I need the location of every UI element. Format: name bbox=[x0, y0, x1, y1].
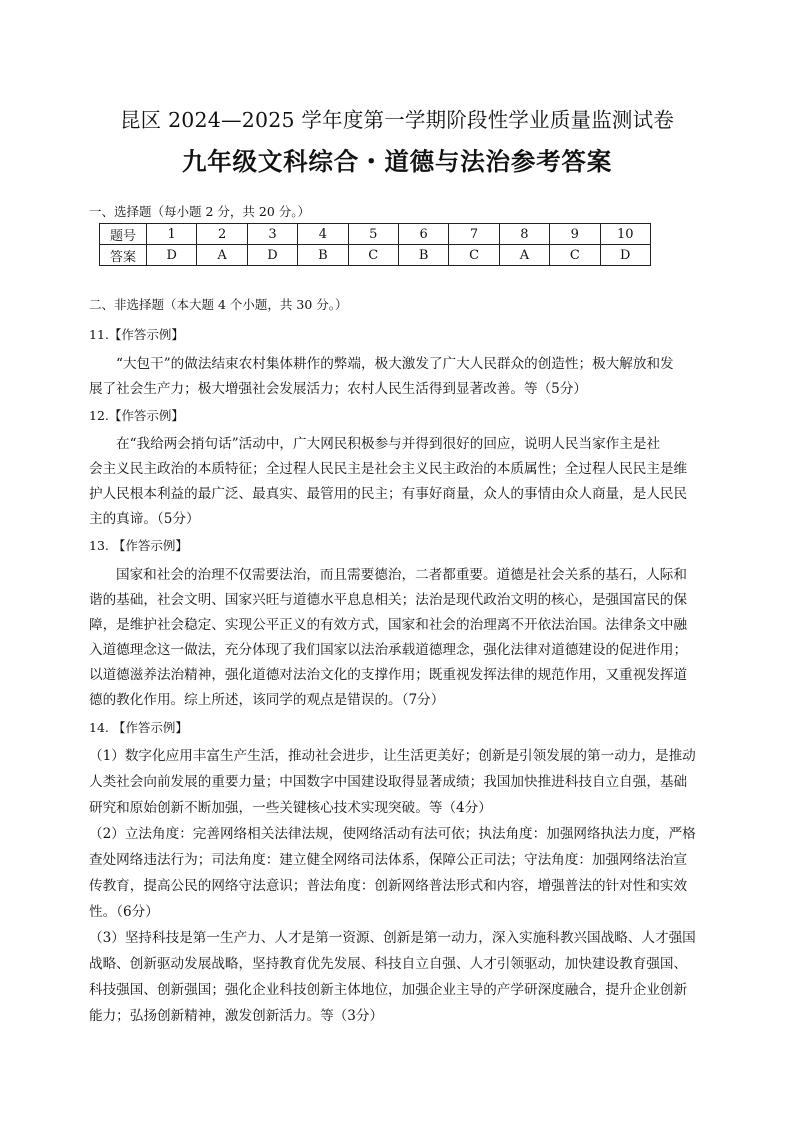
table-cell-number: 5 bbox=[348, 224, 398, 245]
q14-line: 人类社会向前发展的重要力量；中国数字中国建设取得显著成绩；我国加快推进科技自立自强，基础 bbox=[89, 774, 688, 790]
q12-line: 在“我给两会捎句话”活动中，广大网民积极参与并得到很好的回应，说明人民当家作主是社 bbox=[116, 436, 661, 452]
q14-line: 传教育，提高公民的网络守法意识；普法角度：创新网络普法形式和内容，增强普法的针对性和实效 bbox=[89, 878, 688, 894]
exam-title: 昆区 2024—2025 学年度第一学期阶段性学业质量监测试卷 bbox=[119, 108, 675, 132]
table-cell-number: 10 bbox=[600, 224, 650, 245]
table-cell-answer: C bbox=[348, 245, 398, 266]
q14-line: （3）坚持科技是第一生产力、人才是第一资源、创新是第一动力，深入实施科教兴国战略、人才强国 bbox=[89, 930, 696, 946]
q14-line: 性。（6分） bbox=[89, 904, 159, 920]
table-cell-number: 1 bbox=[147, 224, 197, 245]
table-cell-number: 4 bbox=[298, 224, 348, 245]
q12-label: 12.【作答示例】 bbox=[89, 408, 184, 423]
table-cell-answer: B bbox=[398, 245, 448, 266]
q14-line: 战略、创新驱动发展战略，坚持教育优先发展、科技自立自强、人才引领驱动，加快建设教育强国、 bbox=[89, 956, 688, 972]
table-cell-answer: D bbox=[600, 245, 650, 266]
table-cell-answer: D bbox=[247, 245, 297, 266]
table-cell-answer: C bbox=[550, 245, 600, 266]
q12-line: 护人民根本利益的最广泛、最真实、最管用的民主；有事好商量，众人的事情由众人商量，是人民民 bbox=[89, 486, 688, 502]
q13-line: 谐的基础，社会文明、国家兴旺与道德水平息息相关；法治是现代政治文明的核心，是强国富民的保 bbox=[89, 592, 688, 608]
q14-line: 查处网络违法行为；司法角度：建立健全网络司法体系，保障公正司法；守法角度：加强网络法治宣 bbox=[89, 852, 688, 868]
q13-line: 国家和社会的治理不仅需要法治，而且需要德治，二者都重要。道德是社会关系的基石，人际和 bbox=[116, 567, 687, 583]
q14-line: （2）立法角度：完善网络相关法律法规，使网络活动有法可依；执法角度：加强网络执法力度，严格 bbox=[89, 826, 696, 842]
q14-line: 能力；弘扬创新精神，激发创新活力。等（3分） bbox=[89, 1008, 384, 1024]
table-cell-number: 9 bbox=[550, 224, 600, 245]
table-cell-answer: A bbox=[197, 245, 247, 266]
answer-table bbox=[99, 223, 651, 266]
q12-line: 主的真谛。（5分） bbox=[89, 511, 200, 527]
q14-line: 科技强国、创新强国；强化企业科技创新主体地位，加强企业主导的产学研深度融合，提升企业创新 bbox=[89, 982, 688, 998]
table-cell-answer: A bbox=[499, 245, 549, 266]
q11-label: 11.【作答示例】 bbox=[89, 327, 184, 342]
table-row-answers bbox=[100, 245, 651, 266]
q13-line: 德的教化作用。综上所述，该同学的观点是错误的。（7分） bbox=[89, 692, 445, 708]
q13-label: 13. 【作答示例】 bbox=[89, 538, 188, 553]
table-cell-number: 6 bbox=[398, 224, 448, 245]
q13-line: 以道德滋养法治精神，强化道德对法治文化的支撑作用；既重视发挥法律的规范作用，又重视发挥道 bbox=[89, 667, 688, 683]
table-header-answer: 答案 bbox=[100, 245, 147, 266]
table-cell-number: 2 bbox=[197, 224, 247, 245]
table-cell-number: 3 bbox=[247, 224, 297, 245]
q13-line: 障，是维护社会稳定、实现公平正义的有效方式，国家和社会的治理离不开依法治国。法律条文中融 bbox=[89, 617, 688, 633]
q13-line: 入道德理念这一做法，充分体现了我们国家以法治承载道德理念，强化法律对道德建设的促进作用； bbox=[89, 642, 688, 658]
table-cell-answer: C bbox=[449, 245, 499, 266]
table-cell-number: 7 bbox=[449, 224, 499, 245]
q14-line: 研究和原始创新不断加强，一些关键核心技术实现突破。等（4分） bbox=[89, 800, 492, 816]
q11-line: “大包干”的做法结束农村集体耕作的弊端，极大激发了广大人民群众的创造性；极大解放和发 bbox=[116, 356, 674, 372]
q14-label: 14. 【作答示例】 bbox=[89, 720, 188, 735]
section1-heading: 一、选择题（每小题 2 分，共 20 分。） bbox=[89, 204, 311, 219]
table-header-number: 题号 bbox=[100, 224, 147, 245]
table-cell-number: 8 bbox=[499, 224, 549, 245]
table-row-numbers bbox=[100, 224, 651, 245]
section2-heading: 二、非选择题（本大题 4 个小题，共 30 分。） bbox=[89, 297, 348, 312]
table-cell-answer: D bbox=[147, 245, 197, 266]
answer-key-subtitle: 九年级文科综合・道德与法治参考答案 bbox=[181, 147, 613, 176]
q14-line: （1）数字化应用丰富生产生活，推动社会进步，让生活更美好；创新是引领发展的第一动力，是推动 bbox=[89, 748, 696, 764]
table-cell-answer: B bbox=[298, 245, 348, 266]
q12-line: 会主义民主政治的本质特征；全过程人民民主是社会主义民主政治的本质属性；全过程人民民主是维 bbox=[89, 461, 688, 477]
q11-line: 展了社会生产力；极大增强社会发展活力；农村人民生活得到显著改善。等（5分） bbox=[89, 381, 588, 397]
